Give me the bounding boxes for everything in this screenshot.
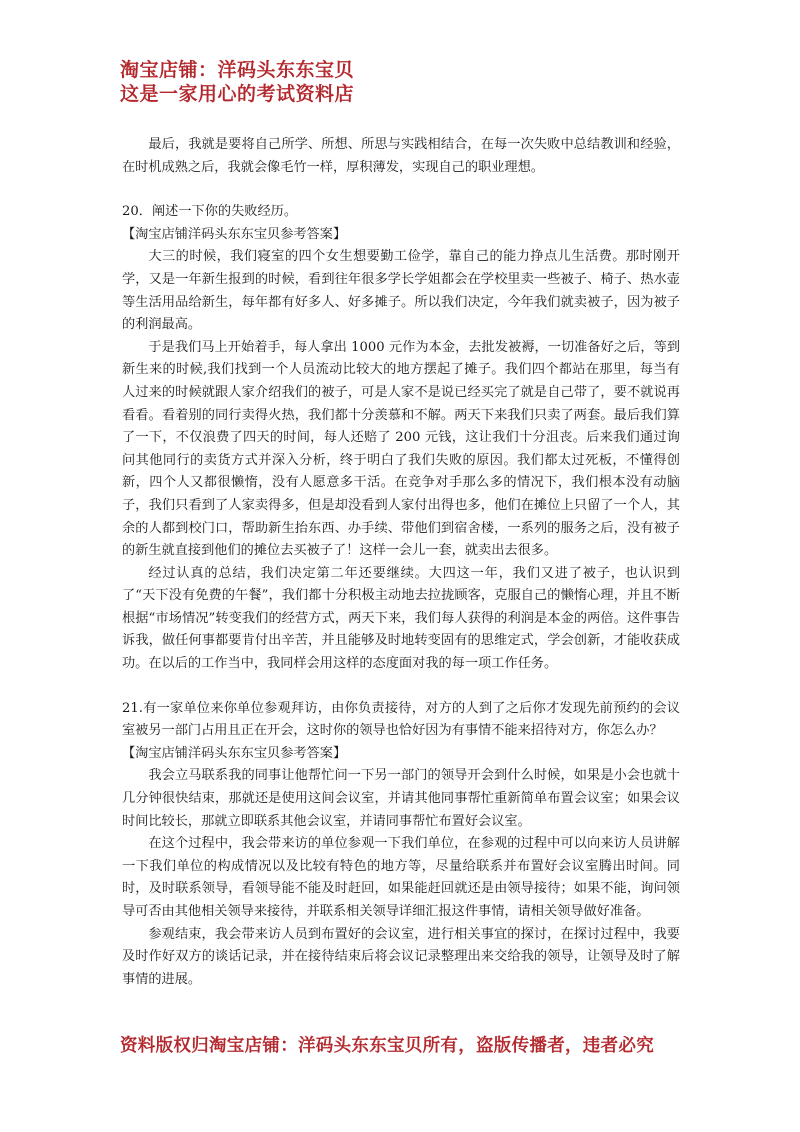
section-gap xyxy=(122,676,680,698)
shop-header xyxy=(120,58,354,106)
question-20: 20．阐述一下你的失败经历。 xyxy=(122,204,298,220)
shop-name-line: 淘宝店铺：洋码头东东宝贝 xyxy=(120,59,355,81)
question-21: 21.有一家单位来你单位参观拜访，由你负责接待，对方的人到了之后你才发现先前预约的会议室被另一部门占用且正在开会，这时你的领导也恰好因为有事情不能来招待对方，你怎么办？ xyxy=(122,700,680,739)
answer-20-paragraph: 于是我们马上开始着手，每人拿出 1000 元作为本金，去批发被褥，一切准备好之后，等到新生来的时候,我们找到一个人员流动比较大的地方摆起了摊子。我们四个都站在那里，每当有人过来的时候就跟人家介绍我们的被子，可是人家不是说已经买完了就是自己带了，要不就说再看看。看着别的同行卖得火热，我们都十分羡慕和不解。两天下来我们只卖了两套。最后我们算了一下，不仅浪费了四天的时间，每人还赔了 200 元钱，这让我们十分沮丧。后来我们通过询问其他同行的卖货方式并深入分析，终于明白了我们失败的原因。我们都太过死板，不懂得创新，四个人又都很懒惰，没有人愿意多干活。在竞争对手那么多的情况下，我们根本没有动脑子，我们只看到了人家卖得多，但是却没看到人家付出得也多，他们在摊位上只留了一个人，其余的人都到校门口，帮助新生抬东西、办手续、带他们到宿舍楼，一系列的服务之后，没有被子的新生就直接到他们的摊位去买被子了！这样一会儿一套，就卖出去很多。 xyxy=(122,339,680,559)
answer-label-21: 【淘宝店铺洋码头东东宝贝参考答案】 xyxy=(122,745,347,761)
shop-slogan-line: 这是一家用心的考试资料店 xyxy=(120,83,355,105)
answer-21-paragraph: 参观结束，我会带来访人员到布置好的会议室，进行相关事宜的探讨，在探讨过程中，我要及时作好双方的谈话记录，并在接待结束后将会议记录整理出来交给我的领导，让领导及时了解事情的进展。 xyxy=(122,926,680,987)
answer-21-paragraph: 我会立马联系我的同事让他帮忙问一下另一部门的领导开会到什么时候，如果是小会也就十几分钟很快结束，那就还是使用这间会议室，并请其他同事帮忙重新简单布置会议室；如果会议时间比较长，那就立即联系其他会议室，并请同事帮忙布置好会议室。 xyxy=(122,768,680,829)
answer-20-paragraph: 大三的时候，我们寝室的四个女生想要勤工俭学，靠自己的能力挣点儿生活费。那时刚开学，又是一年新生报到的时候，看到往年很多学长学姐都会在学校里卖一些被子、椅子、热水壶等生活用品给新生，每年都有好多人、好多摊子。所以我们决定，今年我们就卖被子，因为被子的利润最高。 xyxy=(122,249,680,333)
document-body xyxy=(122,134,680,991)
answer-21-paragraph: 在这个过程中，我会带来访的单位参观一下我们单位，在参观的过程中可以向来访人员讲解一下我们单位的构成情况以及比较有特色的地方等，尽量给联系并布置好会议室腾出时间。同时，及时联系领导，看领导能不能及时赶回，如果能赶回就还是由领导接待；如果不能，询问领导可否由其他相关领导来接待，并联系相关领导详细汇报这件事情，请相关领导做好准备。 xyxy=(122,836,680,919)
answer-20-paragraph: 经过认真的总结，我们决定第二年还要继续。大四这一年，我们又进了被子，也认识到了“天下没有免费的午餐”，我们都十分积极主动地去拉拢顾客，克服自己的懒惰心理，并且不断根据“市场情况”转变我们的经营方式，两天下来，我们每人获得的利润是本金的两倍。这件事告诉我，做任何事都要肯付出辛苦，并且能够及时地转变固有的思维定式，学会创新，才能收获成功。在以后的工作当中，我同样会用这样的态度面对我的每一项工作任务。 xyxy=(122,565,680,672)
copyright-footer: 资料版权归淘宝店铺：洋码头东东宝贝所有，盗版传播者，违者必究 xyxy=(120,1036,654,1056)
intro-paragraph: 最后，我就是要将自己所学、所想、所思与实践相结合，在每一次失败中总结教训和经验，在时机成熟之后，我就会像毛竹一样，厚积薄发，实现自己的职业理想。 xyxy=(122,137,680,175)
section-gap xyxy=(122,179,680,201)
answer-label-20: 【淘宝店铺洋码头东东宝贝参考答案】 xyxy=(122,226,347,242)
